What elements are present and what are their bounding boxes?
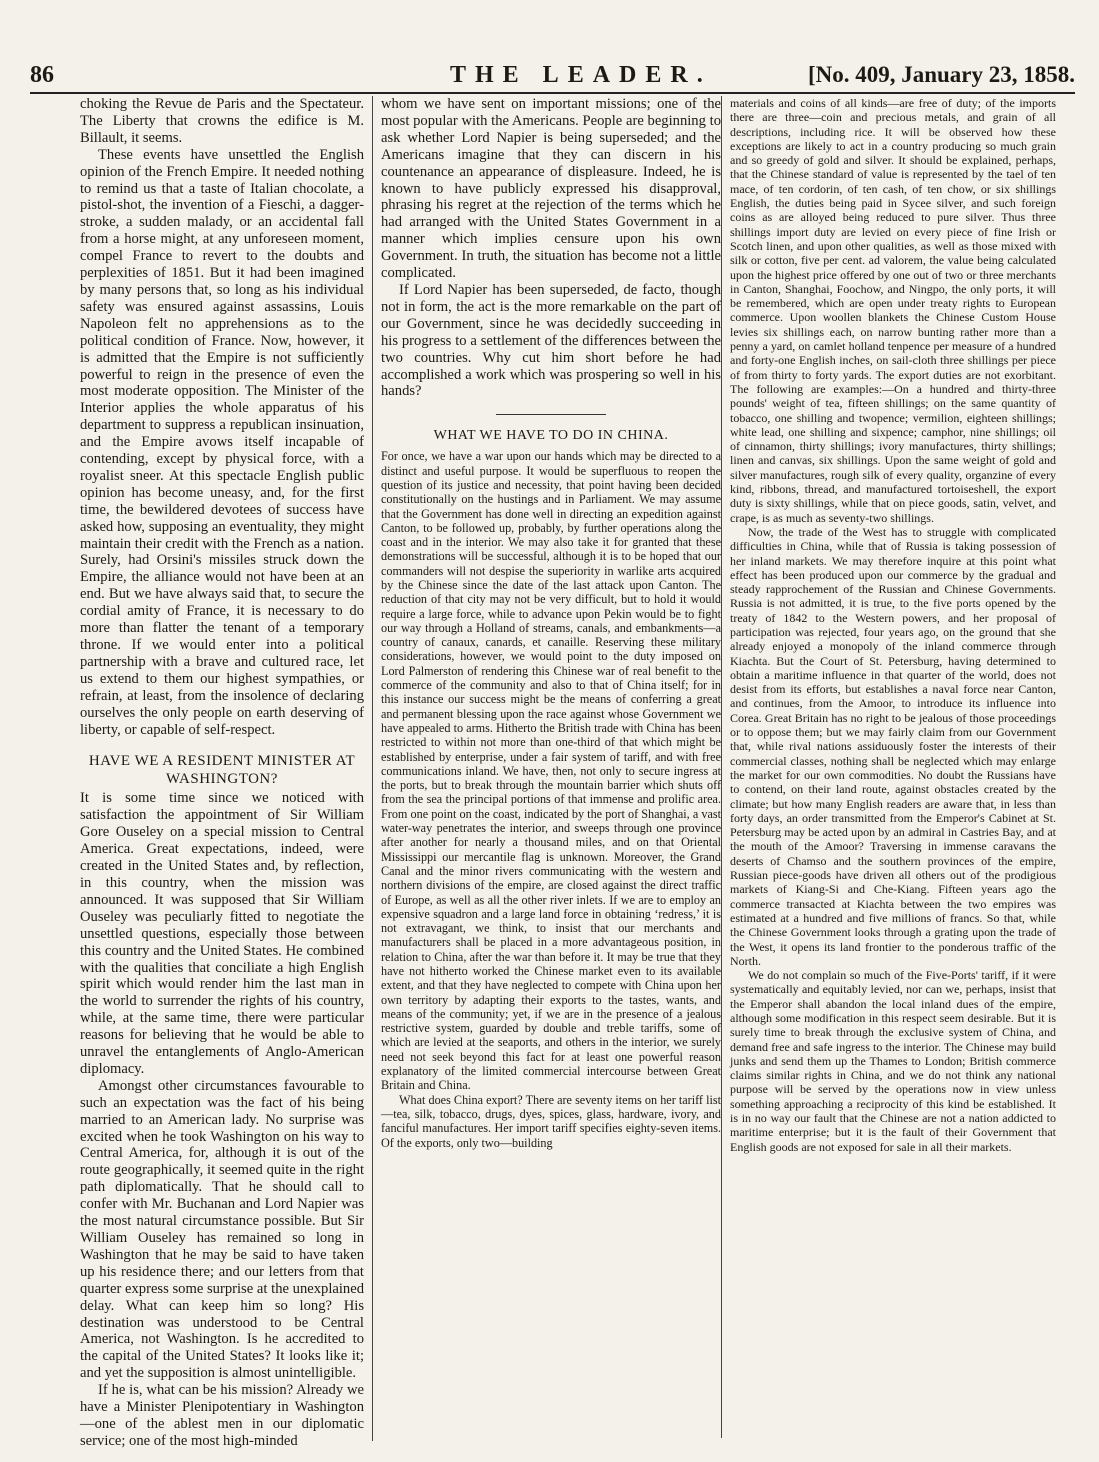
page-header [30, 60, 1075, 92]
article-paragraph: choking the Revue de Paris and the Spectateur. The Liberty that crowns the edifice is M. Billault, it seems. [80, 96, 364, 146]
article-paragraph: whom we have sent on important missions; one of the most popular with the Americans. People are beginning to ask whether Lord Napier is being superseded; and the Americans imagine that they can discern in his countenance an appearance of displeasure. Indeed, he is known to have publicly expressed his disapproval, phrasing his regret at the rejection of the terms which he had arranged with the United States Government in a manner which implies censure upon his own Government. In truth, the situation has become not a little complicated. [381, 96, 721, 282]
article-heading-china: WHAT WE HAVE TO DO IN CHINA. [433, 428, 669, 444]
column-3 [721, 96, 1056, 1438]
article-paragraph: If Lord Napier has been superseded, de facto, though not in form, the act is the more remarkable on the part of our Government, since he was decidedly succeeding in his progress to a settlement of the differences between the two countries. Why cut him short before he had accomplished a work which was prospering so well in his hands? [381, 281, 721, 400]
article-paragraph: What does China export? There are seventy items on her tariff list—tea, silk, tobacco, drugs, dyes, spices, glass, hardware, ivory, and fanciful manufactures. Her import tariff specifies eighty-seven items. Of the exports, only two—building [381, 1092, 721, 1150]
masthead-title: THE LEADER. [450, 62, 712, 88]
article-paragraph: If he is, what can be his mission? Already we have a Minister Plenipotentiary in Washington—one of the ablest men in our diplomatic service; one of the most high-minded [80, 1382, 364, 1449]
article-paragraph: For once, we have a war upon our hands which may be directed to a distinct and useful purpose. It would be superfluous to reopen the question of its justice and necessity, that point having been decided constitutionally on the hustings and in Parliament. We may assume that the Government has done well in directing an expedition against Canton, to be followed up, probably, by further operations along the coast and in the interior. We may also take it for granted that these demonstrations will be successful, although it is to be hoped that our commanders will not despise the superiority in warlike arts acquired by the Chinese since the date of the last attack upon Canton. The reduction of that city may not be very difficult, but to hold it would require a large force, while to advance upon Pekin would be to fight our way through a Holland of streams, canals, and embankments—a country of canaux, canards, et canaille. Reserving these military considerations, however, we would point to the duty imposed on Lord Palmerston of rendering this Chinese war of real benefit to the commerce of the community and also to that of China itself; for in this instance our success might be the means of conferring a great and permanent blessing upon the race against whose Government we have appealed to arms. Hitherto the British trade with China has been restricted to within not more than one-third of that which might be established by enterprise, under a fair system of tariff, and with free communications inland. We have, then, not only to secure ingress at the ports, but to break through the mountain barrier which shuts off from the sea the principal portions of that immense and prolific area. From one point on the coast, indicated by the port of Shanghai, a vast water-way penetrates the interior, and sweeps through one province after another for nearly a thousand miles, and on that Oriental Mississippi our mercantile flag is unknown. Moreover, the Grand Canal and the minor rivers communicating with the western and northern divisions of the empire, are closed against the direct traffic of Europe, as well as all the other river inlets. If we are to employ an expensive squadron and a large land force in obtaining ‘redress,’ it is not extravagant, we think, to insist that our merchants and manufacturers shall be placed in a more advantageous position, in relation to China, after the war than before it. It may be true that they have not hitherto worked the Chinese market even to its available extent, and that they have neglected to compete with China upon her own territory by adapting their exports to the tastes, wants, and means of the community; yet, if we are in the presence of a jealous restrictive system, guarded by double and treble tariffs, some of which are levied at the seaports, and others in the interior, we surely need not seek beyond this fact for at least one powerful reason explanatory of the limited commercial intercourse between Great Britain and China. [381, 449, 721, 1093]
article-paragraph: These events have unsettled the English opinion of the French Empire. It needed nothing to remind us that a taste of Italian chocolate, a pistol-shot, the invention of a Fieschi, a dagger-stroke, a sudden malady, or an accidental fall from a horse might, at any unforeseen moment, compel France to revert to the doubts and perplexities of 1851. But it had been imagined by many persons that, so long as his individual safety was ensured against assassins, Louis Napoleon felt no apprehensions as to the political condition of France. Now, however, it is admitted that the Empire is not sufficiently powerful to reign in the presence of even the most moderate opposition. The Minister of the Interior applies the whole apparatus of his department to suppress a republican insinuation, and the Empire avows itself incapable of contending, except by physical force, with a royalist sneer. At this spectacle English public opinion has become uneasy, and, for the first time, the bewildered devotees of success have asked how, supposing an eventuality, they might maintain their credit with the French as a nation. Surely, had Orsini's missiles struck down the Empire, the alliance would not have been at an end. But we have always said that, to secure the cordial amity of France, it is necessary to do more than flatter the tenant of a temporary throne. If we would enter into a political partnership with a brave and cultured race, let us extend to them our highest sympathies, or refrain, at least, from the insolence of declaring ourselves the only people on earth deserving of liberty, or capable of self-respect. [80, 146, 364, 738]
column-2-top [381, 96, 721, 400]
article-paragraph: materials and coins of all kinds—are free of duty; of the imports there are three—coin and precious metals, and grain of all descriptions, including rice. It will be observed how these exceptions are likely to act in a country producing so much grain and so greedy of gold and silver. It should be explained, perhaps, that the Chinese standard of value is represented by the tael of ten mace, of ten cordorin, of ten cash, of ten chow, or six shillings English, the duties being paid in Sycee silver, and such foreign coins as are alloyed being reduced to pure silver. Thus three shillings import duty are levied on every piece of fine Irish or Scotch linen, and upon other qualities, as well as those mixed with silk or cotton, five per cent. ad valorem, the value being calculated upon the highest price offered by one out of two or three merchants in Canton, Shanghai, Foochow, and Ningpo, the only ports, it will be remembered, which are open under treaty rights to European commerce. Upon woollen blankets the Chinese Custom House levies six shillings each, on narrow bunting rather more than a penny a yard, on camlet holland tenpence per measure of a hundred and forty-one English inches, on sail-cloth three shillings per piece of from thirty to forty yards. The export duties are not exorbitant. The following are examples:—On a hundred and thirty-three pounds' weight of tea, fifteen shillings; on the same quantity of tobacco, one shilling and twopence; vermilion, eighteen shillings; white lead, one shilling and sixpence; camphor, nine shillings; oil of cinnamon, thirty shillings; ivory manufactures, thirty shillings; linen and canvas, six shillings. Upon the same weight of gold and silver manufactures, rough silk of every quality, organzine of every kind, ribbons, thread, and manufactured tortoiseshell, the export duty is sixty shillings, while that on piece goods, satin, velvet, and crape, is as much as seventy-two shillings. [730, 96, 1056, 525]
article-paragraph: It is some time since we noticed with satisfaction the appointment of Sir William Gore Ouseley on a special mission to Central America. Great expectations, indeed, were created in the United States and, by reflection, in this country, when the mission was announced. It was supposed that Sir William Ouseley was peculiarly fitted to negotiate the unsettled questions, especially those between this country and the United States. He combined with the qualities that conciliate a high English spirit which would render him the last man in the world to surrender the rights of his country, while, at the same time, there were particular reasons for believing that he would be able to unravel the entanglements of Anglo-American diplomacy. [80, 790, 364, 1077]
column-2 [372, 96, 721, 1441]
article-heading-washington: HAVE WE A RESIDENT MINISTER AT WASHINGTON? [88, 753, 356, 788]
article-paragraph: We do not complain so much of the Five-Ports' tariff, if it were systematically and equitably levied, nor can we, perhaps, insist that the Emperor shall abandon the local inland dues of the empire, although some modification in this respect seem desirable. But it is surely time to break through the exclusive system of China, and demand free and safe ingress to the interior. The Chinese may build junks and send them up the Thames to London; British commerce claims similar rights in China, and we do not think any national purpose will be served by the operations now in view unless something approaching a reciprocity of this kind be established. It is in no way our fault that the Chinese are not a nation addicted to maritime enterprise; but it is the fault of their Government that English goods are not exposed for sale in all their markets. [730, 968, 1056, 1154]
column-1 [80, 96, 364, 1449]
issue-info: [No. 409, January 23, 1858. [807, 62, 1075, 87]
section-divider [496, 414, 606, 415]
header-rule [30, 92, 1075, 94]
article-paragraph: Amongst other circumstances favourable to such an expectation was the fact of his being married to an American lady. No surprise was excited when he took Washington on his way to Central America, for, although it is out of the route geographically, it seemed quite in the right path diplomatically. That he should call to confer with Mr. Buchanan and Lord Napier was the most natural circumstance possible. But Sir William Ouseley has remained so long in Washington that he may be said to have taken up his residence there; and our letters from that quarter express some surprise at the unexplained delay. What can keep him so long? His destination was understood to be Central America, not Washington. Is he accredited to the capital of the United States? It looks like it; and yet the supposition is almost unintelligible. [80, 1077, 364, 1382]
article-paragraph: Now, the trade of the West has to struggle with complicated difficulties in China, while that of Russia is taking possession of her inland markets. We may therefore inquire at this point what effect has been produced upon our commerce by the gradual and steady rapprochement of the Russian and Chinese Governments. Russia is not admitted, it is true, to the five ports opened by the treaty of 1842 to the Western powers, and her proposal of participation was rejected, four years ago, on the ground that she already enjoyed a monopoly of the inland commerce through Kiachta. But the Court of St. Petersburg, having determined to obtain a maritime influence in that quarter of the world, does not desist from its efforts, but establishes a naval force near Canton, and continues, from the Amoor, to introduce its influence into Corea. Great Britain has no right to be jealous of those proceedings or to oppose them; but we may fairly claim from our Government that, while rival nations assiduously foster the interests of their commercial classes, nothing shall be neglected which may enlarge the market for our own commodities. No doubt the Russians have to contend, on their land route, against obstacles created by the climate; but how many English readers are aware that, in less than forty days, an order transmitted from the Emperor's Cabinet at St. Petersburg may be acted upon by an admiral in Castries Bay, and at the mouth of the Amoor? Traversing in immense caravans the deserts of Chamso and the southern provinces of the empire, Russian piece-goods have driven all others out of the prodigious markets of Kiang-Si and Che-Kiang. Fifteen years ago the commerce transacted at Kiachta between the two empires was estimated at a hundred and five millions of francs. So that, while the Chinese Government looks through a grating upon the trade of the West, it opens its land frontier to the ponderous traffic of the North. [730, 524, 1056, 968]
page-number: 86 [30, 62, 54, 88]
